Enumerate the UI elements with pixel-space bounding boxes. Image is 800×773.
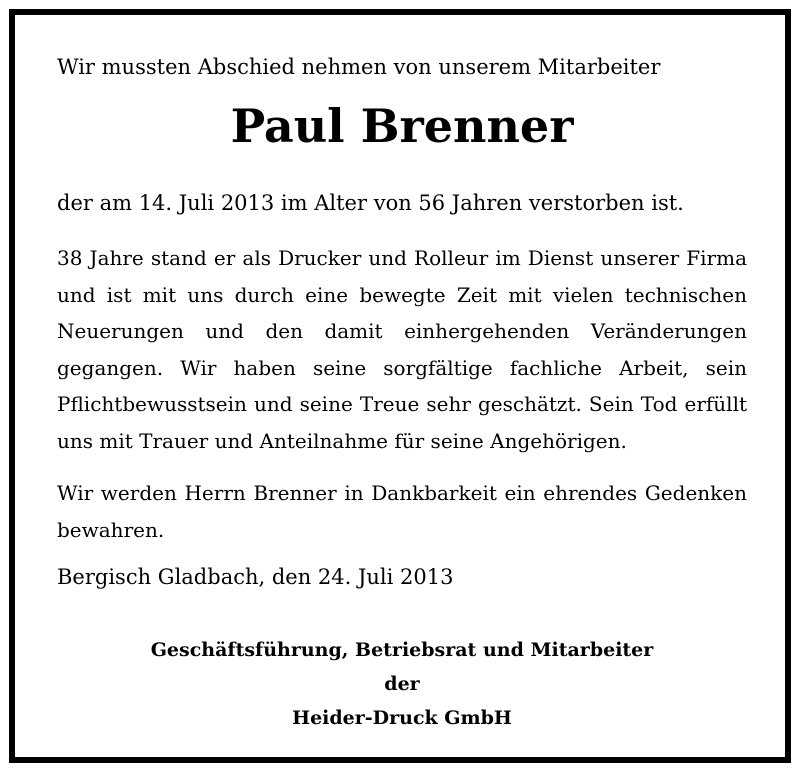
remembrance-paragraph: Wir werden Herrn Brenner in Dankbarkeit ein ehrendes Gedenken bewahren. (57, 481, 747, 542)
obituary-frame (9, 9, 791, 763)
signature-company: Heider-Druck GmbH (292, 707, 512, 729)
signature-line-2: der (384, 673, 420, 695)
place-date-line: Bergisch Gladbach, den 24. Juli 2013 (57, 565, 454, 589)
deceased-name: Paul Brenner (230, 99, 574, 153)
death-line: der am 14. Juli 2013 im Alter von 56 Jahren verstorben ist. (57, 191, 684, 215)
tribute-paragraph: 38 Jahre stand er als Drucker und Rolleur im Dienst unserer Firma und ist mit uns durch eine bewegte Zeit mit vielen technischen Neuerungen und den damit einhergehenden Veränderungen gegangen. Wir haben seine sorgfältige fachliche Arbeit, sein Pflichtbewusstsein und seine Treue sehr geschätzt. Sein Tod erfüllt uns mit Trauer und Anteilnahme für seine Angehörigen. (57, 246, 747, 453)
signature-line-1: Geschäftsführung, Betriebsrat und Mitarbeiter (150, 639, 654, 661)
intro-line: Wir mussten Abschied nehmen von unserem Mitarbeiter (57, 55, 661, 79)
